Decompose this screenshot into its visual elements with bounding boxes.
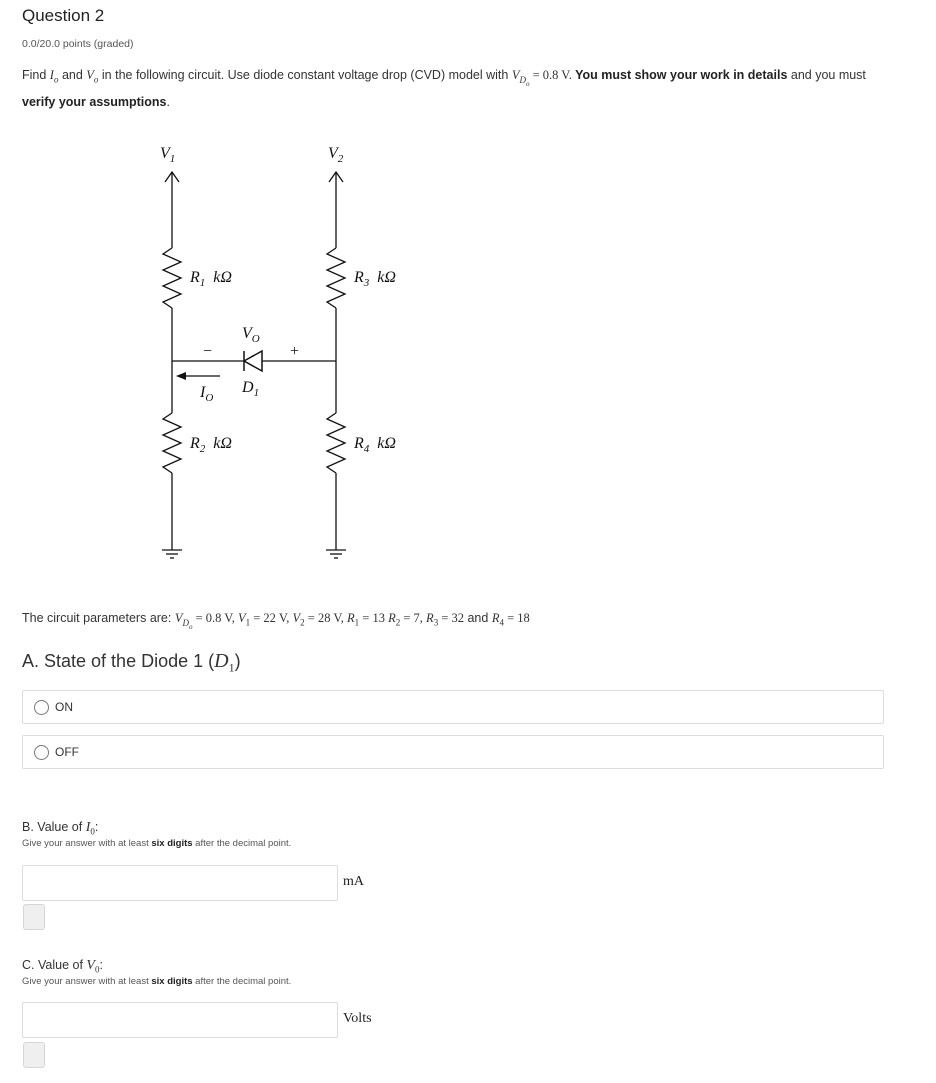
problem-text: in the following circuit. Use diode constant voltage drop (CVD) model with	[98, 68, 512, 82]
r2-resistor-icon	[163, 413, 181, 473]
io-submit-button[interactable]	[23, 904, 45, 930]
part-b-label: B. Value of $I_0$:	[22, 820, 99, 837]
vo-submit-button[interactable]	[23, 1042, 45, 1068]
var-vd: V	[511, 68, 520, 82]
io-unit: mA	[343, 874, 364, 889]
vo-label: $V_O$	[242, 325, 260, 345]
var-vd-sub: Do	[519, 74, 530, 88]
option-on[interactable]	[22, 690, 884, 724]
circuit-diagram	[140, 130, 440, 570]
var-io-sub: o	[53, 74, 59, 85]
question-title: Question 2	[22, 6, 105, 25]
r2-label: $R_2$ kΩ	[190, 435, 232, 455]
part-c-label: C. Value of $V_0$:	[22, 958, 103, 975]
verify-text: verify your assumptions	[22, 95, 167, 110]
must-show-text: You must show your work in details	[571, 68, 788, 82]
part-c-hint: Give your answer with at least six digits after the decimal point.	[22, 976, 292, 987]
d1-label: $D_1$	[242, 379, 260, 399]
minus-sign: −	[203, 343, 213, 360]
problem-statement: Find $I_o$ and $V_o$ in the following circuit. Use diode constant voltage drop (CVD) model with $V_{D_o} = 0.8$ V. You must show your work in details and you must verify your assumptions.	[22, 68, 866, 110]
diode-d1-icon	[244, 351, 262, 371]
option-on-label: ON	[55, 700, 73, 714]
radio-on[interactable]	[34, 700, 49, 715]
part-b-hint: Give your answer with at least six digits after the decimal point.	[22, 838, 292, 849]
var-vo-sub: o	[93, 74, 99, 85]
var-vo: V	[86, 68, 94, 82]
radio-off[interactable]	[34, 745, 49, 760]
plus-sign: +	[290, 343, 300, 360]
r4-label: $R_4$ kΩ	[354, 435, 396, 455]
problem-text: Find	[22, 68, 50, 82]
r4-resistor-icon	[327, 413, 345, 473]
points-status: 0.0/20.0 points (graded)	[22, 38, 134, 50]
problem-text: and you must	[787, 68, 866, 82]
v2-label: $V_2$	[328, 145, 344, 165]
option-off[interactable]	[22, 735, 884, 769]
var-io: I	[49, 68, 54, 82]
vd-value: = 0.8 V.	[529, 68, 572, 82]
io-arrow-icon	[176, 372, 186, 380]
r3-resistor-icon	[327, 248, 345, 308]
v1-label: $V_1$	[160, 145, 176, 165]
r1-label: $R_1$ kΩ	[190, 269, 232, 289]
ground-right-icon	[326, 550, 346, 558]
vo-answer-input[interactable]	[22, 1002, 338, 1038]
option-off-label: OFF	[55, 745, 79, 759]
part-a-title: A. State of the Diode 1 $(D_1)$	[22, 650, 241, 675]
io-answer-input[interactable]	[22, 865, 338, 901]
ground-left-icon	[162, 550, 182, 558]
problem-text: and	[58, 68, 87, 82]
io-label: $I_O$	[200, 384, 214, 404]
circuit-parameters: The circuit parameters are: $V_{D_o} = 0.8$ V, $V_1 = 22$ V, $V_2 = 28$ V, $R_1 = 13$ $R_2 = 7$, $R_3 = 32$ and $R_4 = 18$	[22, 611, 530, 631]
r1-resistor-icon	[163, 248, 181, 308]
r3-label: $R_3$ kΩ	[354, 269, 396, 289]
vo-unit: Volts	[343, 1011, 372, 1026]
